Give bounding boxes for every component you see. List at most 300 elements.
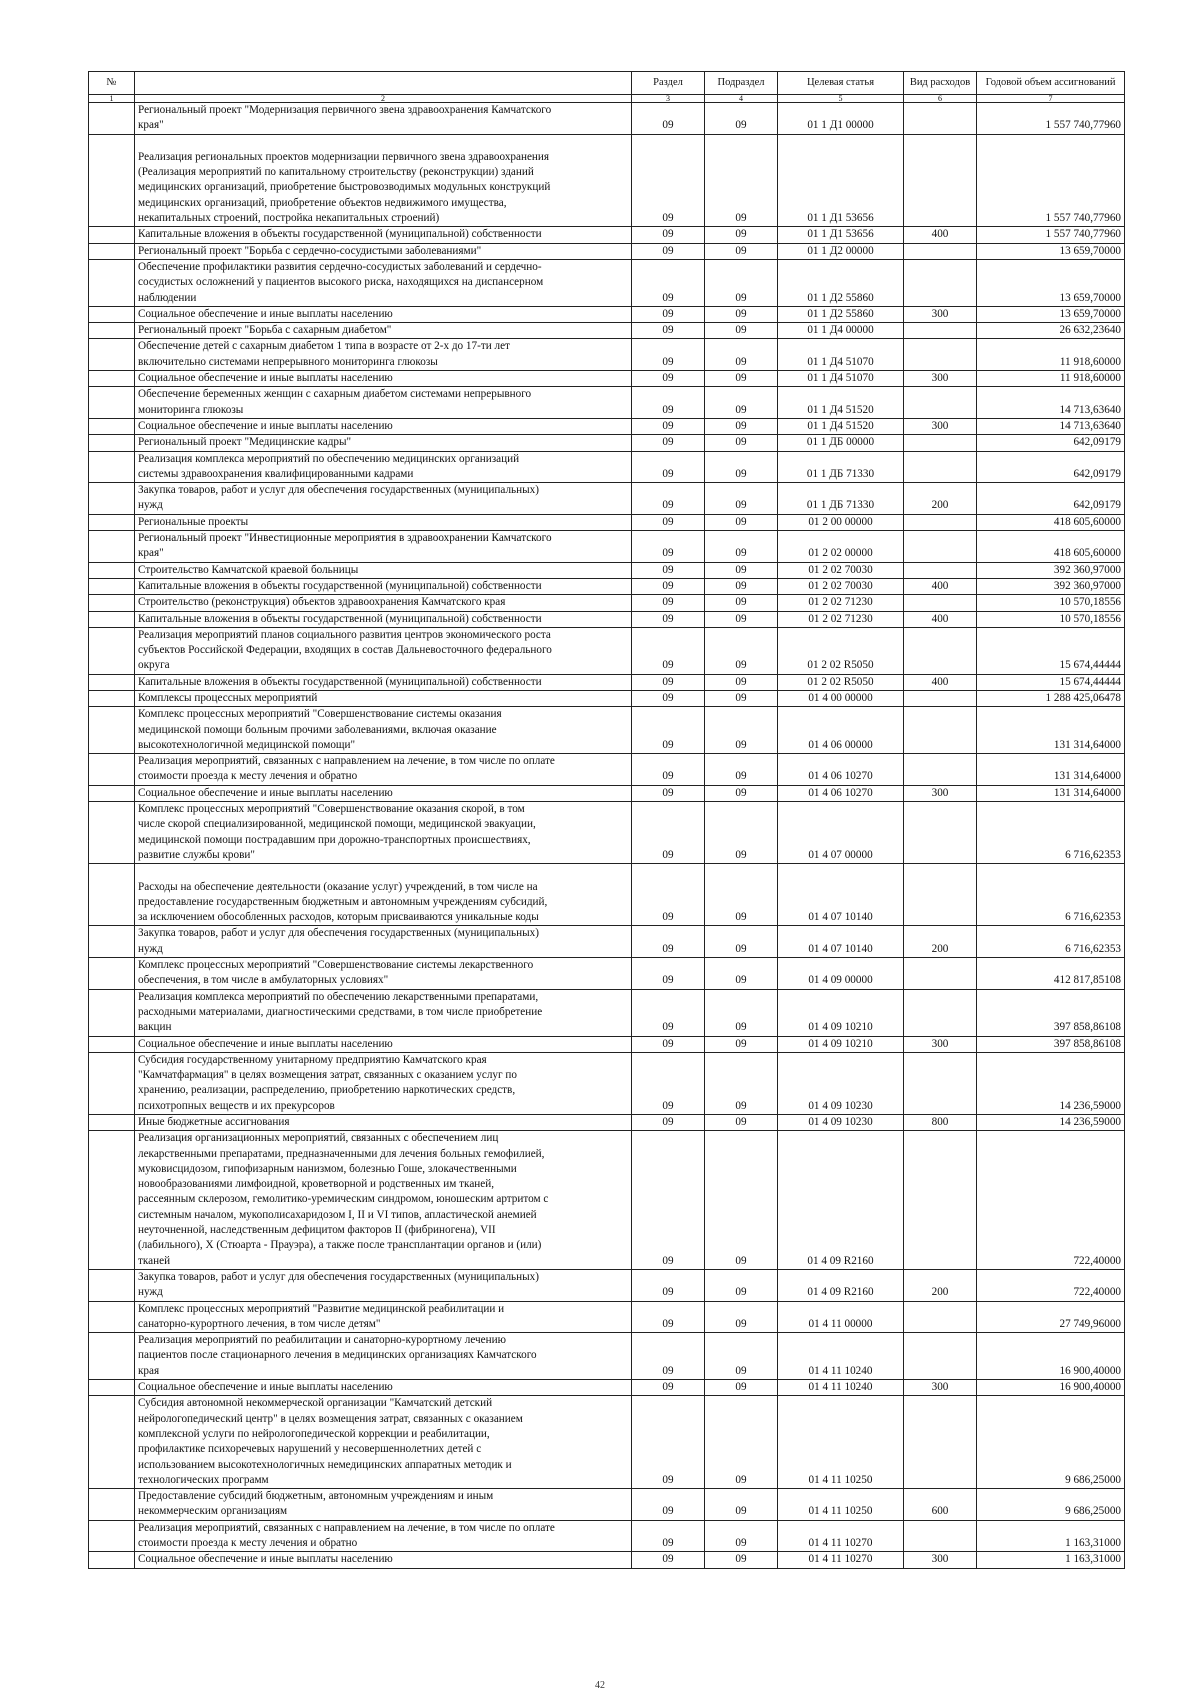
cell-num bbox=[89, 1131, 135, 1270]
table-row bbox=[89, 578, 1125, 594]
table-row bbox=[89, 306, 1125, 322]
table-row bbox=[89, 1115, 1125, 1131]
table-row bbox=[89, 1489, 1125, 1521]
cell-vr: 300 bbox=[904, 306, 977, 322]
cell-vr bbox=[904, 514, 977, 530]
column-number: 6 bbox=[904, 95, 977, 103]
cell-name: Обеспечение детей с сахарным диабетом 1 типа в возрасте от 2-х до 17-ти лет включительно системами непрерывного мониторинга глюкозы bbox=[135, 339, 632, 371]
cell-name: Субсидия автономной некоммерческой организации "Камчатский детский нейрологопедический центр" в целях возмещения затрат, связанных с оказанием комплексной услуги по нейрологопедической коррекции и реабилитации, профилактике психоречевых нарушений у несовершеннолетних детей с использованием высокотехнологичных немедицинских аппаратных методик и технологических программ bbox=[135, 1396, 632, 1489]
cell-razdel: 09 bbox=[632, 1269, 705, 1301]
cell-podrazdel: 09 bbox=[705, 864, 778, 926]
cell-vr bbox=[904, 1396, 977, 1489]
header-name bbox=[135, 72, 632, 95]
cell-amount: 397 858,86108 bbox=[977, 989, 1125, 1036]
cell-vr bbox=[904, 1301, 977, 1333]
cell-amount: 10 570,18556 bbox=[977, 595, 1125, 611]
table-row bbox=[89, 387, 1125, 419]
cell-podrazdel: 09 bbox=[705, 627, 778, 674]
cell-num bbox=[89, 578, 135, 594]
cell-vr bbox=[904, 451, 977, 483]
cell-num bbox=[89, 103, 135, 135]
cell-vr: 300 bbox=[904, 785, 977, 801]
table-row bbox=[89, 1520, 1125, 1552]
cell-podrazdel: 09 bbox=[705, 259, 778, 306]
cell-razdel: 09 bbox=[632, 306, 705, 322]
cell-num bbox=[89, 1052, 135, 1114]
table-row bbox=[89, 611, 1125, 627]
cell-amount: 412 817,85108 bbox=[977, 958, 1125, 990]
cell-podrazdel: 09 bbox=[705, 1396, 778, 1489]
table-row bbox=[89, 690, 1125, 706]
table-row bbox=[89, 674, 1125, 690]
cell-razdel: 09 bbox=[632, 785, 705, 801]
table-row bbox=[89, 259, 1125, 306]
cell-csr: 01 2 02 R5050 bbox=[778, 627, 904, 674]
cell-csr: 01 1 Д2 00000 bbox=[778, 243, 904, 259]
cell-csr: 01 1 Д4 51520 bbox=[778, 418, 904, 434]
cell-num bbox=[89, 926, 135, 958]
cell-num bbox=[89, 958, 135, 990]
cell-num bbox=[89, 1333, 135, 1380]
cell-csr: 01 1 Д4 51070 bbox=[778, 339, 904, 371]
cell-csr: 01 1 Д1 53656 bbox=[778, 227, 904, 243]
cell-num bbox=[89, 1552, 135, 1568]
table-row bbox=[89, 802, 1125, 864]
cell-csr: 01 4 09 10210 bbox=[778, 989, 904, 1036]
table-row bbox=[89, 483, 1125, 515]
cell-csr: 01 2 02 00000 bbox=[778, 531, 904, 563]
cell-amount: 1 163,31000 bbox=[977, 1520, 1125, 1552]
cell-name: Социальное обеспечение и иные выплаты населению bbox=[135, 1036, 632, 1052]
cell-name: Субсидия государственному унитарному предприятию Камчатского края "Камчатфармация" в целях возмещения затрат, связанных с оказанием услуг по хранению, реализации, распределению, приобретению наркотических средств, психотропных веществ и их прекурсоров bbox=[135, 1052, 632, 1114]
table-row bbox=[89, 1131, 1125, 1270]
table-row bbox=[89, 371, 1125, 387]
table-row bbox=[89, 1301, 1125, 1333]
cell-podrazdel: 09 bbox=[705, 754, 778, 786]
cell-vr: 800 bbox=[904, 1115, 977, 1131]
cell-razdel: 09 bbox=[632, 1520, 705, 1552]
cell-amount: 16 900,40000 bbox=[977, 1333, 1125, 1380]
cell-razdel: 09 bbox=[632, 989, 705, 1036]
cell-name: Реализация мероприятий, связанных с направлением на лечение, в том числе по оплате стоимости проезда к месту лечения и обратно bbox=[135, 754, 632, 786]
cell-amount: 1 557 740,77960 bbox=[977, 134, 1125, 227]
cell-name: Комплексы процессных мероприятий bbox=[135, 690, 632, 706]
cell-num bbox=[89, 674, 135, 690]
cell-name: Региональные проекты bbox=[135, 514, 632, 530]
cell-name: Реализация региональных проектов модернизации первичного звена здравоохранения (Реализация мероприятий по капитальному строительству (реконструкции) зданий медицинских организаций, приобретение быстровозводимых модульных конструкций медицинских организаций, приобретение объектов недвижимого имущества, некапитальных строений, постройка некапитальных строений) bbox=[135, 134, 632, 227]
cell-razdel: 09 bbox=[632, 451, 705, 483]
cell-amount: 6 716,62353 bbox=[977, 802, 1125, 864]
cell-podrazdel: 09 bbox=[705, 562, 778, 578]
cell-podrazdel: 09 bbox=[705, 387, 778, 419]
cell-num bbox=[89, 387, 135, 419]
cell-razdel: 09 bbox=[632, 1380, 705, 1396]
cell-vr bbox=[904, 259, 977, 306]
cell-amount: 11 918,60000 bbox=[977, 339, 1125, 371]
cell-csr: 01 2 02 70030 bbox=[778, 578, 904, 594]
cell-razdel: 09 bbox=[632, 802, 705, 864]
cell-num bbox=[89, 562, 135, 578]
table-row bbox=[89, 864, 1125, 926]
cell-csr: 01 4 09 R2160 bbox=[778, 1131, 904, 1270]
table-row bbox=[89, 926, 1125, 958]
table-row bbox=[89, 514, 1125, 530]
cell-podrazdel: 09 bbox=[705, 785, 778, 801]
cell-csr: 01 1 Д4 51520 bbox=[778, 387, 904, 419]
cell-vr bbox=[904, 802, 977, 864]
cell-csr: 01 1 ДБ 71330 bbox=[778, 451, 904, 483]
cell-name: Социальное обеспечение и иные выплаты населению bbox=[135, 785, 632, 801]
header-csr: Целевая статья bbox=[778, 72, 904, 95]
cell-vr bbox=[904, 595, 977, 611]
cell-csr: 01 4 07 00000 bbox=[778, 802, 904, 864]
cell-amount: 397 858,86108 bbox=[977, 1036, 1125, 1052]
cell-num bbox=[89, 134, 135, 227]
column-number: 7 bbox=[977, 95, 1125, 103]
cell-name: Комплекс процессных мероприятий "Совершенствование системы лекарственного обеспечения, в том числе в амбулаторных условиях" bbox=[135, 958, 632, 990]
header-num: № bbox=[89, 72, 135, 95]
cell-vr bbox=[904, 339, 977, 371]
cell-vr: 200 bbox=[904, 483, 977, 515]
cell-name: Капитальные вложения в объекты государственной (муниципальной) собственности bbox=[135, 611, 632, 627]
cell-amount: 642,09179 bbox=[977, 435, 1125, 451]
cell-amount: 6 716,62353 bbox=[977, 864, 1125, 926]
cell-name: Иные бюджетные ассигнования bbox=[135, 1115, 632, 1131]
cell-name: Реализация мероприятий, связанных с направлением на лечение, в том числе по оплате стоимости проезда к месту лечения и обратно bbox=[135, 1520, 632, 1552]
cell-num bbox=[89, 1520, 135, 1552]
cell-vr bbox=[904, 103, 977, 135]
cell-num bbox=[89, 595, 135, 611]
cell-name: Региональный проект "Инвестиционные мероприятия в здравоохранении Камчатского края" bbox=[135, 531, 632, 563]
cell-vr bbox=[904, 690, 977, 706]
cell-csr: 01 4 11 10270 bbox=[778, 1552, 904, 1568]
cell-amount: 9 686,25000 bbox=[977, 1489, 1125, 1521]
cell-csr: 01 2 02 71230 bbox=[778, 595, 904, 611]
cell-csr: 01 4 11 10240 bbox=[778, 1333, 904, 1380]
cell-name: Комплекс процессных мероприятий "Развитие медицинской реабилитации и санаторно-курортного лечения, в том числе детям" bbox=[135, 1301, 632, 1333]
header-razdel: Раздел bbox=[632, 72, 705, 95]
cell-podrazdel: 09 bbox=[705, 418, 778, 434]
cell-podrazdel: 09 bbox=[705, 483, 778, 515]
table-row bbox=[89, 754, 1125, 786]
cell-podrazdel: 09 bbox=[705, 1333, 778, 1380]
cell-amount: 642,09179 bbox=[977, 451, 1125, 483]
cell-vr bbox=[904, 958, 977, 990]
cell-vr bbox=[904, 707, 977, 754]
cell-csr: 01 2 02 R5050 bbox=[778, 674, 904, 690]
cell-podrazdel: 09 bbox=[705, 531, 778, 563]
cell-name: Социальное обеспечение и иные выплаты населению bbox=[135, 371, 632, 387]
budget-sheet bbox=[88, 71, 1124, 1569]
cell-amount: 13 659,70000 bbox=[977, 306, 1125, 322]
cell-razdel: 09 bbox=[632, 435, 705, 451]
cell-podrazdel: 09 bbox=[705, 690, 778, 706]
table-row bbox=[89, 227, 1125, 243]
cell-podrazdel: 09 bbox=[705, 227, 778, 243]
cell-razdel: 09 bbox=[632, 103, 705, 135]
cell-podrazdel: 09 bbox=[705, 514, 778, 530]
cell-num bbox=[89, 227, 135, 243]
cell-name: Реализация мероприятий планов социального развития центров экономического роста субъектов Российской Федерации, входящих в состав Дальневосточного федерального округа bbox=[135, 627, 632, 674]
column-number: 3 bbox=[632, 95, 705, 103]
cell-num bbox=[89, 451, 135, 483]
table-row bbox=[89, 1036, 1125, 1052]
cell-name: Реализация организационных мероприятий, связанных с обеспечением лиц лекарственными препаратами, предназначенными для лечения больных гемофилией, муковисцидозом, гипофизарным нанизмом, болезнью Гоше, злокачественными новообразованиями лимфоидной, кроветворной и родственных им тканей, рассеянным склерозом, гемолитико-уремическим синдромом, юношеским артритом с системным началом, мукополисахаридозом I, II и VI типов, апластической анемией неуточненной, наследственным дефицитом факторов II (фибриногена), VII (лабильного), X (Стюарта - Прауэра), а также после трансплантации органов и (или) тканей bbox=[135, 1131, 632, 1270]
cell-vr: 400 bbox=[904, 227, 977, 243]
cell-razdel: 09 bbox=[632, 562, 705, 578]
cell-vr bbox=[904, 387, 977, 419]
cell-podrazdel: 09 bbox=[705, 1489, 778, 1521]
cell-amount: 1 557 740,77960 bbox=[977, 227, 1125, 243]
cell-vr: 200 bbox=[904, 926, 977, 958]
cell-vr bbox=[904, 627, 977, 674]
cell-amount: 11 918,60000 bbox=[977, 371, 1125, 387]
cell-podrazdel: 09 bbox=[705, 103, 778, 135]
cell-csr: 01 4 11 10270 bbox=[778, 1520, 904, 1552]
cell-podrazdel: 09 bbox=[705, 451, 778, 483]
table-row bbox=[89, 595, 1125, 611]
cell-csr: 01 2 00 00000 bbox=[778, 514, 904, 530]
cell-csr: 01 4 06 10270 bbox=[778, 754, 904, 786]
cell-razdel: 09 bbox=[632, 674, 705, 690]
cell-csr: 01 1 ДБ 00000 bbox=[778, 435, 904, 451]
cell-name: Комплекс процессных мероприятий "Совершенствование системы оказания медицинской помощи больным прочими заболеваниями, включая оказание высокотехнологичной медицинской помощи" bbox=[135, 707, 632, 754]
cell-podrazdel: 09 bbox=[705, 1269, 778, 1301]
cell-amount: 131 314,64000 bbox=[977, 754, 1125, 786]
cell-podrazdel: 09 bbox=[705, 707, 778, 754]
cell-num bbox=[89, 483, 135, 515]
cell-num bbox=[89, 785, 135, 801]
header-podrazdel: Подраздел bbox=[705, 72, 778, 95]
cell-razdel: 09 bbox=[632, 627, 705, 674]
table-row bbox=[89, 451, 1125, 483]
cell-razdel: 09 bbox=[632, 864, 705, 926]
cell-razdel: 09 bbox=[632, 578, 705, 594]
cell-name: Строительство (реконструкция) объектов здравоохранения Камчатского края bbox=[135, 595, 632, 611]
cell-num bbox=[89, 306, 135, 322]
cell-vr bbox=[904, 1052, 977, 1114]
cell-razdel: 09 bbox=[632, 134, 705, 227]
cell-vr bbox=[904, 1333, 977, 1380]
cell-csr: 01 4 11 00000 bbox=[778, 1301, 904, 1333]
cell-amount: 15 674,44444 bbox=[977, 627, 1125, 674]
cell-amount: 418 605,60000 bbox=[977, 514, 1125, 530]
cell-razdel: 09 bbox=[632, 418, 705, 434]
cell-podrazdel: 09 bbox=[705, 1036, 778, 1052]
cell-razdel: 09 bbox=[632, 690, 705, 706]
cell-amount: 1 288 425,06478 bbox=[977, 690, 1125, 706]
cell-vr: 200 bbox=[904, 1269, 977, 1301]
cell-num bbox=[89, 339, 135, 371]
cell-razdel: 09 bbox=[632, 227, 705, 243]
cell-num bbox=[89, 259, 135, 306]
cell-vr: 300 bbox=[904, 1036, 977, 1052]
cell-amount: 15 674,44444 bbox=[977, 674, 1125, 690]
cell-name: Реализация комплекса мероприятий по обеспечению медицинских организаций системы здравоохранения квалифицированными кадрами bbox=[135, 451, 632, 483]
cell-num bbox=[89, 1489, 135, 1521]
cell-amount: 392 360,97000 bbox=[977, 562, 1125, 578]
cell-num bbox=[89, 1036, 135, 1052]
cell-csr: 01 4 09 10230 bbox=[778, 1115, 904, 1131]
cell-amount: 9 686,25000 bbox=[977, 1396, 1125, 1489]
cell-csr: 01 1 ДБ 71330 bbox=[778, 483, 904, 515]
cell-num bbox=[89, 323, 135, 339]
cell-name: Региональный проект "Модернизация первичного звена здравоохранения Камчатского края" bbox=[135, 103, 632, 135]
cell-name: Капитальные вложения в объекты государственной (муниципальной) собственности bbox=[135, 227, 632, 243]
cell-podrazdel: 09 bbox=[705, 1301, 778, 1333]
cell-num bbox=[89, 435, 135, 451]
cell-csr: 01 4 11 10250 bbox=[778, 1396, 904, 1489]
cell-podrazdel: 09 bbox=[705, 1552, 778, 1568]
cell-num bbox=[89, 1115, 135, 1131]
cell-name: Строительство Камчатской краевой больницы bbox=[135, 562, 632, 578]
column-number: 1 bbox=[89, 95, 135, 103]
table-row bbox=[89, 243, 1125, 259]
cell-podrazdel: 09 bbox=[705, 1131, 778, 1270]
cell-vr bbox=[904, 864, 977, 926]
cell-num bbox=[89, 707, 135, 754]
cell-podrazdel: 09 bbox=[705, 243, 778, 259]
cell-csr: 01 1 Д2 55860 bbox=[778, 259, 904, 306]
cell-num bbox=[89, 1269, 135, 1301]
cell-razdel: 09 bbox=[632, 754, 705, 786]
table-row bbox=[89, 1552, 1125, 1568]
table-row bbox=[89, 1052, 1125, 1114]
cell-podrazdel: 09 bbox=[705, 989, 778, 1036]
table-row bbox=[89, 418, 1125, 434]
table-row bbox=[89, 435, 1125, 451]
cell-num bbox=[89, 531, 135, 563]
cell-csr: 01 4 11 10250 bbox=[778, 1489, 904, 1521]
table-row bbox=[89, 134, 1125, 227]
cell-num bbox=[89, 627, 135, 674]
cell-name: Предоставление субсидий бюджетным, автономным учреждениям и иным некоммерческим организациям bbox=[135, 1489, 632, 1521]
cell-razdel: 09 bbox=[632, 531, 705, 563]
cell-vr: 300 bbox=[904, 1380, 977, 1396]
cell-num bbox=[89, 611, 135, 627]
cell-vr bbox=[904, 1520, 977, 1552]
cell-csr: 01 2 02 71230 bbox=[778, 611, 904, 627]
table-row bbox=[89, 1333, 1125, 1380]
cell-razdel: 09 bbox=[632, 707, 705, 754]
cell-podrazdel: 09 bbox=[705, 926, 778, 958]
cell-razdel: 09 bbox=[632, 514, 705, 530]
cell-amount: 6 716,62353 bbox=[977, 926, 1125, 958]
cell-razdel: 09 bbox=[632, 1131, 705, 1270]
table-row bbox=[89, 562, 1125, 578]
cell-csr: 01 4 07 10140 bbox=[778, 926, 904, 958]
cell-podrazdel: 09 bbox=[705, 802, 778, 864]
cell-amount: 14 713,63640 bbox=[977, 387, 1125, 419]
cell-amount: 14 713,63640 bbox=[977, 418, 1125, 434]
cell-amount: 131 314,64000 bbox=[977, 707, 1125, 754]
cell-amount: 722,40000 bbox=[977, 1269, 1125, 1301]
cell-name: Закупка товаров, работ и услуг для обеспечения государственных (муниципальных) нужд bbox=[135, 926, 632, 958]
cell-vr bbox=[904, 562, 977, 578]
cell-name: Капитальные вложения в объекты государственной (муниципальной) собственности bbox=[135, 674, 632, 690]
cell-num bbox=[89, 754, 135, 786]
cell-vr bbox=[904, 323, 977, 339]
table-row bbox=[89, 958, 1125, 990]
cell-razdel: 09 bbox=[632, 483, 705, 515]
cell-name: Региональный проект "Борьба с сердечно-сосудистыми заболеваниями" bbox=[135, 243, 632, 259]
cell-razdel: 09 bbox=[632, 926, 705, 958]
cell-name: Социальное обеспечение и иные выплаты населению bbox=[135, 306, 632, 322]
table-row bbox=[89, 1396, 1125, 1489]
cell-name: Региональный проект "Медицинские кадры" bbox=[135, 435, 632, 451]
cell-csr: 01 2 02 70030 bbox=[778, 562, 904, 578]
column-number: 5 bbox=[778, 95, 904, 103]
cell-name: Социальное обеспечение и иные выплаты населению bbox=[135, 1380, 632, 1396]
cell-razdel: 09 bbox=[632, 611, 705, 627]
cell-vr: 300 bbox=[904, 418, 977, 434]
cell-podrazdel: 09 bbox=[705, 306, 778, 322]
column-number: 2 bbox=[135, 95, 632, 103]
cell-num bbox=[89, 371, 135, 387]
header-vr: Вид расходов bbox=[904, 72, 977, 95]
column-number-row bbox=[89, 95, 1125, 103]
cell-vr: 400 bbox=[904, 578, 977, 594]
table-row bbox=[89, 1269, 1125, 1301]
cell-amount: 14 236,59000 bbox=[977, 1115, 1125, 1131]
cell-name: Закупка товаров, работ и услуг для обеспечения государственных (муниципальных) нужд bbox=[135, 483, 632, 515]
cell-name: Реализация комплекса мероприятий по обеспечению лекарственными препаратами, расходными материалами, диагностическими средствами, в том числе приобретение вакцин bbox=[135, 989, 632, 1036]
cell-razdel: 09 bbox=[632, 1489, 705, 1521]
cell-podrazdel: 09 bbox=[705, 595, 778, 611]
cell-podrazdel: 09 bbox=[705, 1052, 778, 1114]
cell-name: Капитальные вложения в объекты государственной (муниципальной) собственности bbox=[135, 578, 632, 594]
cell-csr: 01 1 Д1 00000 bbox=[778, 103, 904, 135]
cell-amount: 392 360,97000 bbox=[977, 578, 1125, 594]
cell-vr: 600 bbox=[904, 1489, 977, 1521]
cell-vr bbox=[904, 1131, 977, 1270]
cell-podrazdel: 09 bbox=[705, 611, 778, 627]
cell-name: Обеспечение профилактики развития сердечно-сосудистых заболеваний и сердечно- сосудистых осложнений у пациентов высокого риска, находящихся на диспансерном наблюдении bbox=[135, 259, 632, 306]
cell-num bbox=[89, 989, 135, 1036]
cell-amount: 10 570,18556 bbox=[977, 611, 1125, 627]
cell-num bbox=[89, 243, 135, 259]
cell-csr: 01 4 06 10270 bbox=[778, 785, 904, 801]
cell-vr: 300 bbox=[904, 371, 977, 387]
cell-name: Социальное обеспечение и иные выплаты населению bbox=[135, 418, 632, 434]
cell-num bbox=[89, 690, 135, 706]
cell-razdel: 09 bbox=[632, 259, 705, 306]
cell-amount: 642,09179 bbox=[977, 483, 1125, 515]
table-row bbox=[89, 1380, 1125, 1396]
cell-vr bbox=[904, 243, 977, 259]
cell-razdel: 09 bbox=[632, 1052, 705, 1114]
column-number: 4 bbox=[705, 95, 778, 103]
cell-podrazdel: 09 bbox=[705, 1115, 778, 1131]
cell-amount: 418 605,60000 bbox=[977, 531, 1125, 563]
cell-csr: 01 4 00 00000 bbox=[778, 690, 904, 706]
cell-vr: 400 bbox=[904, 674, 977, 690]
table-row bbox=[89, 339, 1125, 371]
cell-amount: 131 314,64000 bbox=[977, 785, 1125, 801]
cell-razdel: 09 bbox=[632, 323, 705, 339]
cell-vr bbox=[904, 435, 977, 451]
cell-amount: 13 659,70000 bbox=[977, 259, 1125, 306]
cell-csr: 01 4 09 10230 bbox=[778, 1052, 904, 1114]
cell-razdel: 09 bbox=[632, 243, 705, 259]
cell-num bbox=[89, 418, 135, 434]
cell-razdel: 09 bbox=[632, 958, 705, 990]
table-row bbox=[89, 627, 1125, 674]
cell-vr: 400 bbox=[904, 611, 977, 627]
cell-razdel: 09 bbox=[632, 1301, 705, 1333]
cell-name: Комплекс процессных мероприятий "Совершенствование оказания скорой, в том числе скорой специализированной, медицинской помощи, медицинской эвакуации, медицинской помощи пострадавшим при дорожно-транспортных происшествиях, развитие службы крови" bbox=[135, 802, 632, 864]
table-body bbox=[89, 103, 1125, 1569]
